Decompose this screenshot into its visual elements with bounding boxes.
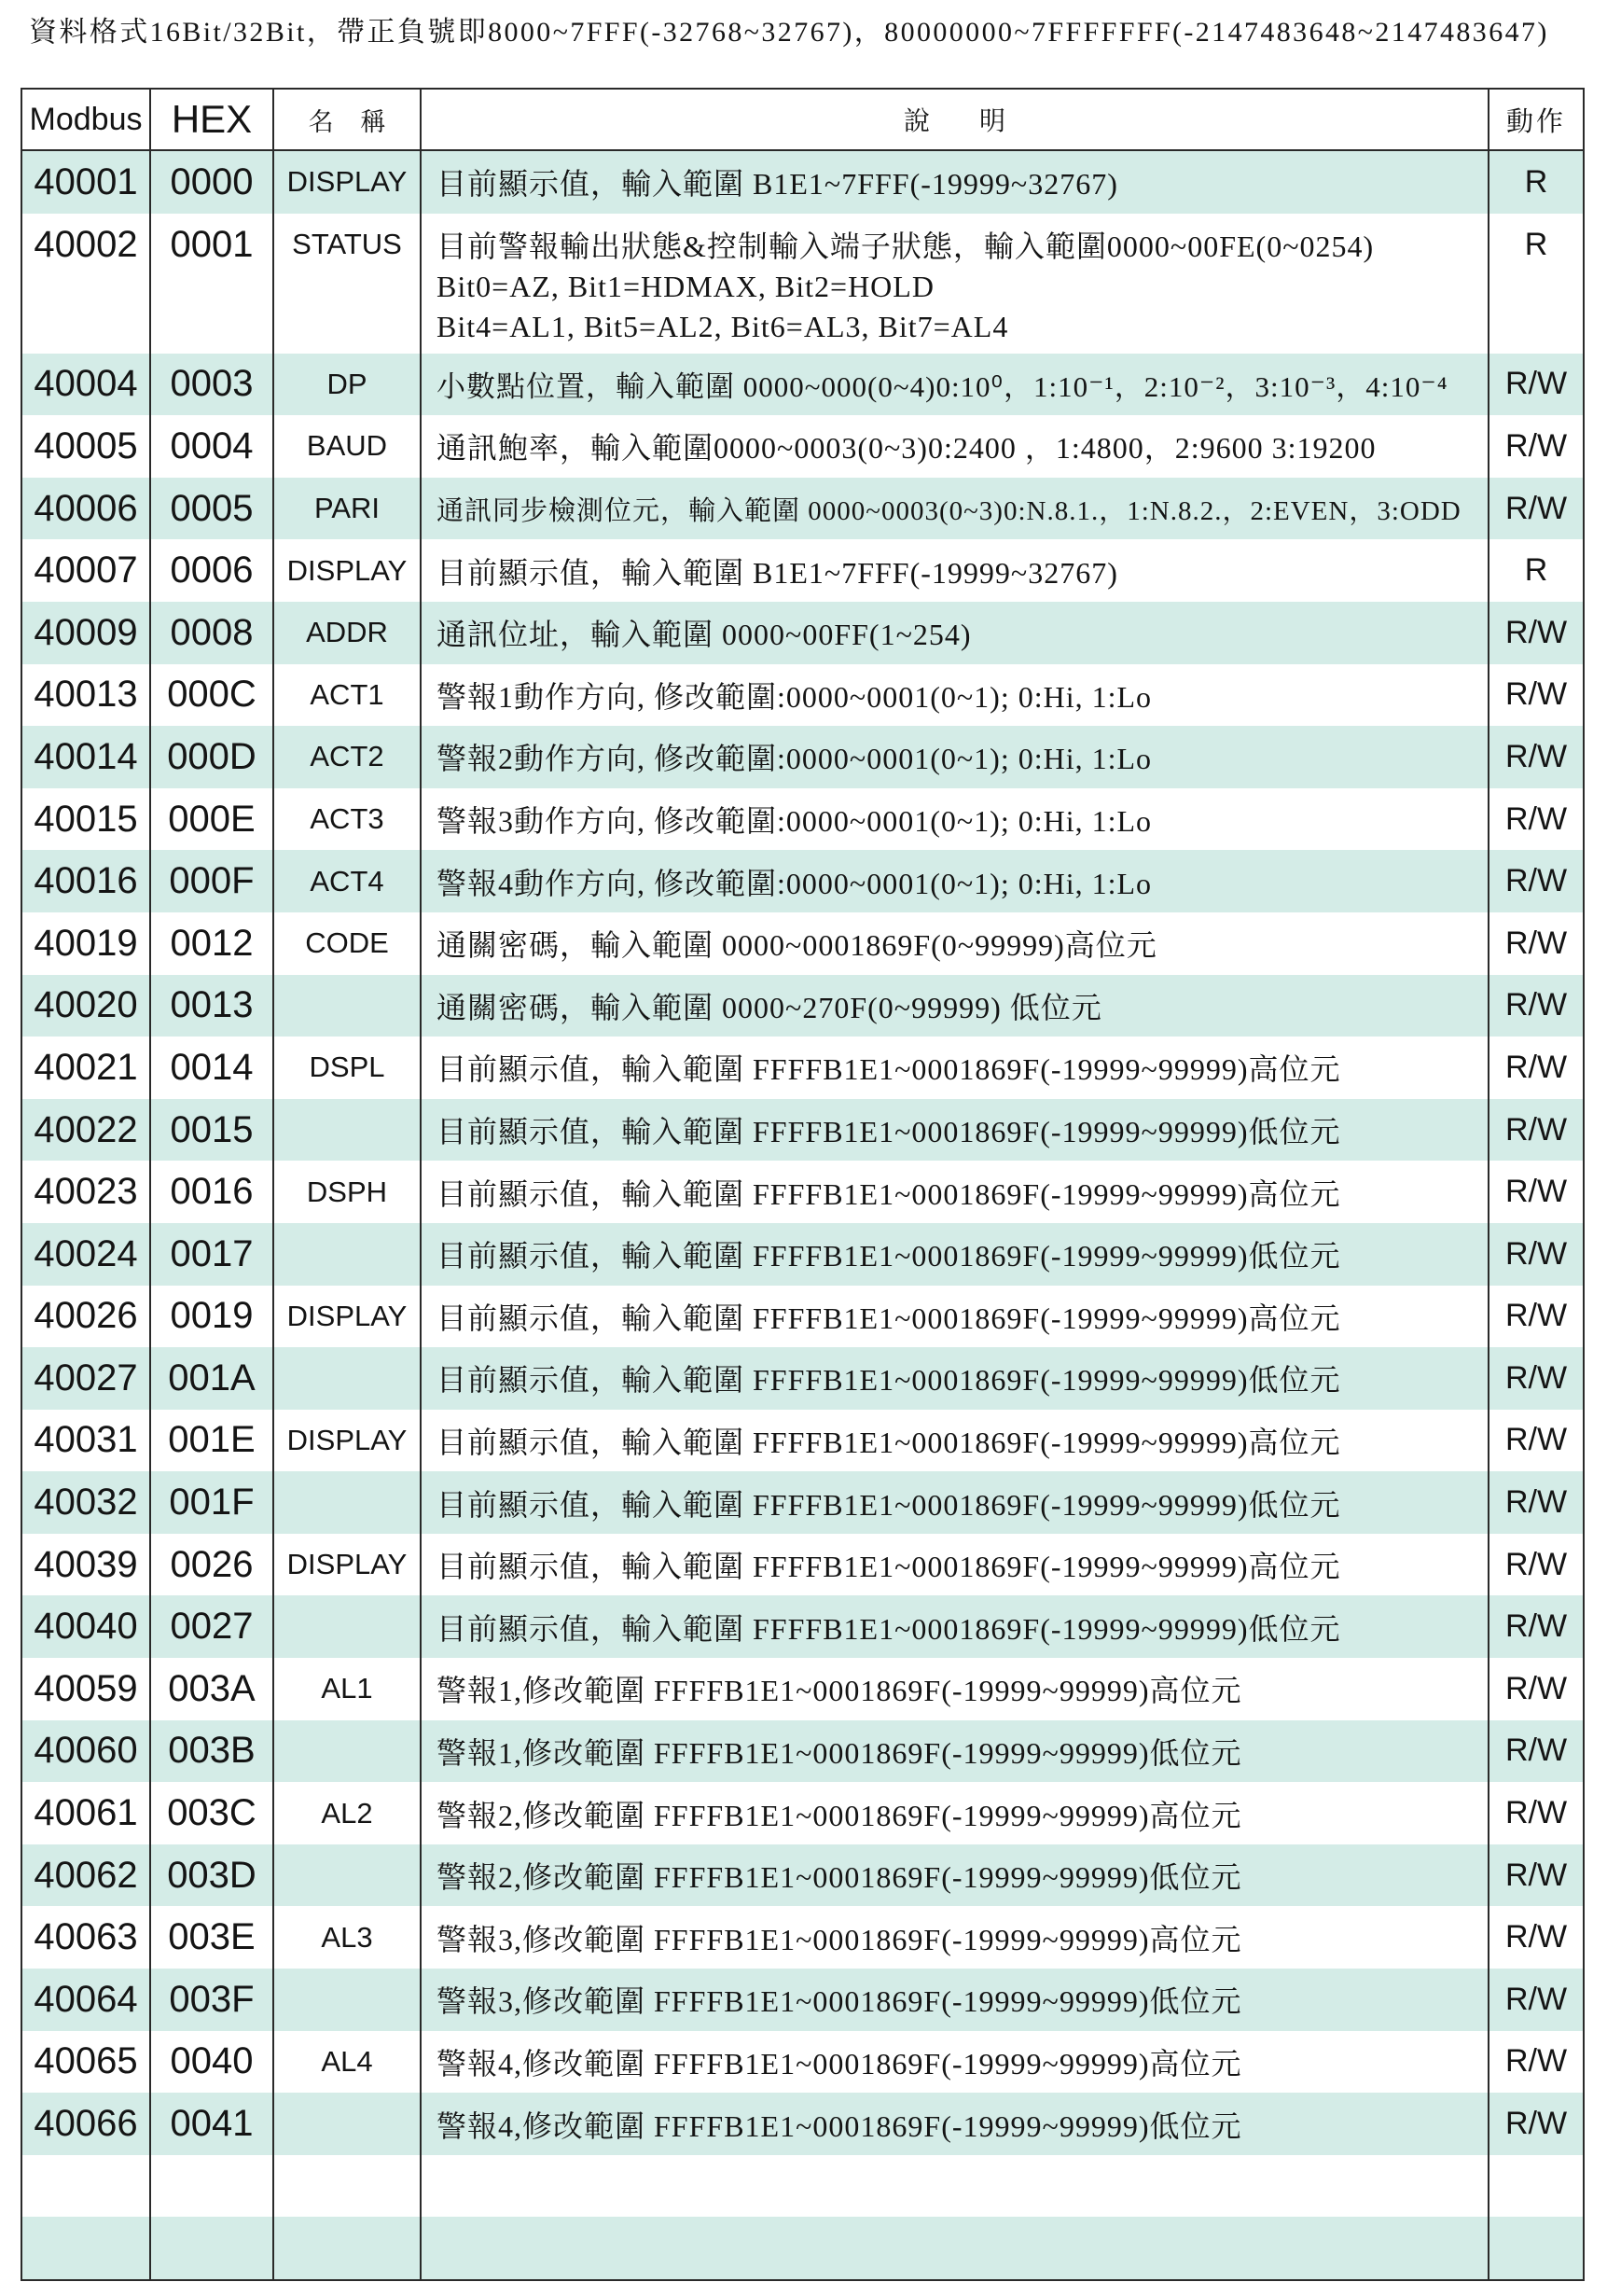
hex-address-cell: 0017	[151, 1223, 274, 1286]
access-mode-cell: R/W	[1504, 925, 1568, 961]
header-description: 說 明	[422, 90, 1489, 149]
description-line: 通訊位址，輸入範圍 0000~00FF(1~254)	[436, 618, 972, 652]
description-cell	[422, 726, 1489, 788]
modbus-address-cell: 40065	[22, 2031, 151, 2094]
access-mode-cell: R/W	[1504, 1857, 1568, 1893]
description-cell	[422, 2031, 1489, 2094]
description-cell	[422, 1410, 1489, 1472]
register-name-cell: ACT4	[274, 850, 422, 912]
modbus-address-cell: 40020	[22, 975, 151, 1037]
description-line: 目前顯示值，輸入範圍 FFFFB1E1~0001869F(-19999~99999)高位元	[436, 1301, 1341, 1335]
hex-address-cell: 000E	[151, 788, 274, 851]
hex-address-cell: 0001	[151, 214, 274, 354]
description-cell	[422, 2093, 1489, 2155]
description-line: 小數點位置，輸入範圍 0000~000(0~4)0:10⁰，1:10⁻¹，2:10⁻²，3:10⁻³，4:10⁻⁴	[436, 370, 1448, 404]
access-mode-cell: R/W	[1504, 614, 1568, 650]
modbus-address-cell: 40059	[22, 1658, 151, 1720]
description-cell	[422, 1223, 1489, 1286]
modbus-address-cell: 40062	[22, 1844, 151, 1907]
modbus-address-cell: 40063	[22, 1906, 151, 1969]
access-mode-cell: R/W	[1504, 800, 1568, 837]
description-line: 通訊同步檢測位元，輸入範圍 0000~0003(0~3)0:N.8.1.，1:N.8.2.，2:EVEN，3:ODD	[436, 495, 1462, 526]
description-cell	[422, 539, 1489, 602]
description-line: 警報1動作方向, 修改範圍:0000~0001(0~1); 0:Hi, 1:Lo	[436, 679, 1153, 714]
table-row	[22, 2217, 1583, 2279]
register-name-cell: DISPLAY	[274, 1286, 422, 1348]
modbus-address-cell	[22, 2155, 151, 2218]
description-cell	[422, 1782, 1489, 1844]
table-row	[22, 2031, 1583, 2094]
access-mode-cell: R/W	[1504, 738, 1568, 774]
access-mode-cell	[1489, 2217, 1583, 2279]
description-line: 目前顯示值，輸入範圍 FFFFB1E1~0001869F(-19999~99999)高位元	[436, 1425, 1341, 1459]
description-line: 通關密碼，輸入範圍 0000~270F(0~99999) 低位元	[436, 990, 1102, 1024]
hex-address-cell: 0008	[151, 602, 274, 664]
description-line: 警報3,修改範圍 FFFFB1E1~0001869F(-19999~99999)高位元	[436, 1922, 1242, 1956]
table-row	[22, 1906, 1583, 1969]
hex-address-cell: 0027	[151, 1595, 274, 1658]
access-mode-cell: R/W	[1504, 1546, 1568, 1582]
description-cell	[422, 1099, 1489, 1162]
description-cell	[422, 1471, 1489, 1534]
description-cell	[422, 912, 1489, 975]
modbus-address-cell: 40039	[22, 1534, 151, 1596]
modbus-address-cell: 40064	[22, 1969, 151, 2031]
description-line: 目前顯示值，輸入範圍 FFFFB1E1~0001869F(-19999~99999)低位元	[436, 1239, 1341, 1273]
description-cell	[422, 1844, 1489, 1907]
hex-address-cell: 003E	[151, 1906, 274, 1969]
modbus-address-cell: 40002	[22, 214, 151, 354]
table-row	[22, 664, 1583, 727]
table-row	[22, 1969, 1583, 2031]
table-row	[22, 1037, 1583, 1099]
hex-address-cell: 003B	[151, 1720, 274, 1783]
description-cell	[422, 2155, 1489, 2218]
table-row	[22, 1161, 1583, 1223]
description-cell	[422, 1286, 1489, 1348]
table-row	[22, 1223, 1583, 1286]
description-line: 警報1,修改範圍 FFFFB1E1~0001869F(-19999~99999)高位元	[436, 1674, 1242, 1708]
description-cell	[422, 354, 1489, 416]
table-row	[22, 1410, 1583, 1472]
table-row	[22, 1471, 1583, 1534]
table-row	[22, 478, 1583, 540]
register-name-cell: ACT1	[274, 664, 422, 727]
register-name-cell	[274, 1471, 422, 1534]
register-name-cell: AL4	[274, 2031, 422, 2094]
register-name-cell: CODE	[274, 912, 422, 975]
access-mode-cell: R/W	[1504, 1359, 1568, 1396]
description-cell	[422, 1969, 1489, 2031]
register-name-cell: AL1	[274, 1658, 422, 1720]
access-mode-cell: R/W	[1504, 863, 1568, 899]
modbus-address-cell: 40023	[22, 1161, 151, 1223]
table-row	[22, 1534, 1583, 1596]
register-name-cell: DSPL	[274, 1037, 422, 1099]
access-mode-cell: R/W	[1504, 1919, 1568, 1955]
access-mode-cell: R/W	[1504, 1732, 1568, 1769]
hex-address-cell: 0040	[151, 2031, 274, 2094]
access-mode-cell: R/W	[1504, 1608, 1568, 1645]
register-name-cell	[274, 2155, 422, 2218]
description-cell	[422, 1658, 1489, 1720]
table-row	[22, 1720, 1583, 1783]
modbus-address-cell: 40021	[22, 1037, 151, 1099]
description-cell	[422, 151, 1489, 214]
modbus-address-cell: 40009	[22, 602, 151, 664]
description-line: 通訊鮑率，輸入範圍0000~0003(0~3)0:2400 ，1:4800，2:9600 3:19200	[436, 431, 1377, 466]
access-mode-cell: R/W	[1504, 1670, 1568, 1706]
description-line: 通關密碼，輸入範圍 0000~0001869F(0~99999)高位元	[436, 928, 1157, 963]
register-name-cell: ACT3	[274, 788, 422, 851]
description-line: 警報1,修改範圍 FFFFB1E1~0001869F(-19999~99999)低位元	[436, 1735, 1242, 1770]
access-mode-cell: R/W	[1504, 490, 1568, 526]
modbus-address-cell: 40001	[22, 151, 151, 214]
modbus-address-cell: 40031	[22, 1410, 151, 1472]
access-mode-cell: R/W	[1504, 1049, 1568, 1085]
modbus-address-cell: 40061	[22, 1782, 151, 1844]
table-row	[22, 415, 1583, 478]
description-line: 警報3動作方向, 修改範圍:0000~0001(0~1); 0:Hi, 1:Lo	[436, 804, 1153, 839]
hex-address-cell: 003A	[151, 1658, 274, 1720]
modbus-address-cell: 40032	[22, 1471, 151, 1534]
description-line: 警報2,修改範圍 FFFFB1E1~0001869F(-19999~99999)高位元	[436, 1798, 1242, 1832]
description-line: 警報3,修改範圍 FFFFB1E1~0001869F(-19999~99999)低位元	[436, 1984, 1242, 2019]
description-line: 目前顯示值，輸入範圍 FFFFB1E1~0001869F(-19999~99999)高位元	[436, 1550, 1341, 1584]
description-cell	[422, 1037, 1489, 1099]
access-mode-cell: R/W	[1504, 1422, 1568, 1458]
table-row	[22, 912, 1583, 975]
description-cell	[422, 1720, 1489, 1783]
modbus-address-cell: 40019	[22, 912, 151, 975]
modbus-address-cell: 40027	[22, 1347, 151, 1410]
hex-address-cell: 000F	[151, 850, 274, 912]
register-name-cell: DISPLAY	[274, 1410, 422, 1472]
table-row	[22, 788, 1583, 851]
description-cell	[422, 214, 1489, 354]
description-cell	[422, 1906, 1489, 1969]
access-mode-cell: R/W	[1504, 1484, 1568, 1521]
description-line: 警報4,修改範圍 FFFFB1E1~0001869F(-19999~99999)高位元	[436, 2046, 1242, 2080]
hex-address-cell	[151, 2217, 274, 2279]
header-name: 名 稱	[274, 90, 422, 149]
register-name-cell	[274, 1844, 422, 1907]
table-row	[22, 1844, 1583, 1907]
description-line: 警報2動作方向, 修改範圍:0000~0001(0~1); 0:Hi, 1:Lo	[436, 742, 1153, 776]
description-line: Bit4=AL1, Bit5=AL2, Bit6=AL3, Bit7=AL4	[436, 309, 1009, 343]
register-name-cell: BAUD	[274, 415, 422, 478]
hex-address-cell: 001F	[151, 1471, 274, 1534]
description-cell	[422, 1347, 1489, 1410]
hex-address-cell: 0026	[151, 1534, 274, 1596]
hex-address-cell: 001A	[151, 1347, 274, 1410]
table-row	[22, 726, 1583, 788]
access-mode-cell: R/W	[1504, 1795, 1568, 1831]
register-name-cell: ACT2	[274, 726, 422, 788]
table-row	[22, 1782, 1583, 1844]
register-name-cell	[274, 975, 422, 1037]
access-mode-cell: R/W	[1504, 1174, 1568, 1210]
hex-address-cell: 0019	[151, 1286, 274, 1348]
access-mode-cell: R	[1524, 226, 1548, 262]
hex-address-cell: 0000	[151, 151, 274, 214]
register-name-cell: DSPH	[274, 1161, 422, 1223]
modbus-address-cell: 40004	[22, 354, 151, 416]
description-cell	[422, 788, 1489, 851]
access-mode-cell: R/W	[1504, 2106, 1568, 2142]
hex-address-cell: 0003	[151, 354, 274, 416]
access-mode-cell: R/W	[1504, 427, 1568, 464]
table-row	[22, 214, 1583, 354]
table-row	[22, 975, 1583, 1037]
modbus-address-cell: 40016	[22, 850, 151, 912]
register-name-cell	[274, 1595, 422, 1658]
register-name-cell	[274, 1969, 422, 2031]
register-name-cell	[274, 2217, 422, 2279]
table-row	[22, 1099, 1583, 1162]
table-row	[22, 1595, 1583, 1658]
description-line: 警報4,修改範圍 FFFFB1E1~0001869F(-19999~99999)低位元	[436, 2108, 1242, 2143]
table-row	[22, 2155, 1583, 2218]
table-row	[22, 850, 1583, 912]
hex-address-cell: 0013	[151, 975, 274, 1037]
hex-address-cell: 003C	[151, 1782, 274, 1844]
hex-address-cell: 001E	[151, 1410, 274, 1472]
register-name-cell	[274, 2093, 422, 2155]
hex-address-cell	[151, 2155, 274, 2218]
modbus-address-cell: 40060	[22, 1720, 151, 1783]
description-line: Bit0=AZ, Bit1=HDMAX, Bit2=HOLD	[436, 269, 935, 303]
modbus-address-cell: 40022	[22, 1099, 151, 1162]
access-mode-cell: R/W	[1504, 676, 1568, 713]
description-line: 目前顯示值，輸入範圍 B1E1~7FFF(-19999~32767)	[436, 555, 1118, 590]
register-name-cell	[274, 1099, 422, 1162]
register-name-cell: AL3	[274, 1906, 422, 1969]
access-mode-cell: R/W	[1504, 366, 1568, 402]
access-mode-cell: R/W	[1504, 2043, 1568, 2080]
description-line: 目前顯示值，輸入範圍 FFFFB1E1~0001869F(-19999~99999)高位元	[436, 1176, 1341, 1211]
modbus-address-cell: 40066	[22, 2093, 151, 2155]
description-cell	[422, 2217, 1489, 2279]
header-hex: HEX	[151, 90, 274, 149]
description-line: 目前顯示值，輸入範圍 B1E1~7FFF(-19999~32767)	[436, 167, 1118, 202]
register-name-cell	[274, 1223, 422, 1286]
description-line: 警報4動作方向, 修改範圍:0000~0001(0~1); 0:Hi, 1:Lo	[436, 866, 1153, 900]
table-row	[22, 539, 1583, 602]
modbus-address-cell: 40014	[22, 726, 151, 788]
modbus-address-cell	[22, 2217, 151, 2279]
hex-address-cell: 0004	[151, 415, 274, 478]
hex-address-cell: 0006	[151, 539, 274, 602]
access-mode-cell: R/W	[1504, 1298, 1568, 1334]
hex-address-cell: 0016	[151, 1161, 274, 1223]
hex-address-cell: 0014	[151, 1037, 274, 1099]
page-title: 資料格式16Bit/32Bit，帶正負號即8000~7FFF(-32768~32767)，80000000~7FFFFFFF(-2147483648~2147483647)	[29, 17, 1549, 48]
register-name-cell: STATUS	[274, 214, 422, 354]
description-cell	[422, 975, 1489, 1037]
register-name-cell: DISPLAY	[274, 539, 422, 602]
modbus-address-cell: 40015	[22, 788, 151, 851]
hex-address-cell: 003D	[151, 1844, 274, 1907]
table-row	[22, 1286, 1583, 1348]
header-modbus: Modbus	[22, 90, 151, 149]
modbus-address-cell: 40006	[22, 478, 151, 540]
access-mode-cell: R/W	[1504, 987, 1568, 1023]
description-cell	[422, 850, 1489, 912]
hex-address-cell: 0005	[151, 478, 274, 540]
register-name-cell: DISPLAY	[274, 1534, 422, 1596]
modbus-address-cell: 40005	[22, 415, 151, 478]
table-row	[22, 354, 1583, 416]
description-cell	[422, 478, 1489, 540]
description-line: 警報2,修改範圍 FFFFB1E1~0001869F(-19999~99999)低位元	[436, 1860, 1242, 1895]
modbus-address-cell: 40026	[22, 1286, 151, 1348]
access-mode-cell: R	[1524, 552, 1548, 589]
hex-address-cell: 0015	[151, 1099, 274, 1162]
description-cell	[422, 602, 1489, 664]
table-row	[22, 1658, 1583, 1720]
hex-address-cell: 0041	[151, 2093, 274, 2155]
table-row	[22, 602, 1583, 664]
register-name-cell: DISPLAY	[274, 151, 422, 214]
access-mode-cell	[1489, 2155, 1583, 2218]
register-name-cell: PARI	[274, 478, 422, 540]
table-row	[22, 2093, 1583, 2155]
description-line: 目前顯示值，輸入範圍 FFFFB1E1~0001869F(-19999~99999)高位元	[436, 1052, 1341, 1087]
description-cell	[422, 664, 1489, 727]
table-header-row	[22, 90, 1583, 151]
register-name-cell	[274, 1347, 422, 1410]
modbus-address-cell: 40024	[22, 1223, 151, 1286]
hex-address-cell: 003F	[151, 1969, 274, 2031]
access-mode-cell: R/W	[1504, 1111, 1568, 1148]
register-name-cell: ADDR	[274, 602, 422, 664]
access-mode-cell: R/W	[1504, 1981, 1568, 2017]
register-name-cell	[274, 1720, 422, 1783]
register-table	[21, 88, 1585, 2281]
table-row	[22, 151, 1583, 214]
modbus-address-cell: 40007	[22, 539, 151, 602]
description-cell	[422, 1161, 1489, 1223]
hex-address-cell: 0012	[151, 912, 274, 975]
description-line: 目前警報輸出狀態&控制輸入端子狀態，輸入範圍0000~00FE(0~0254)	[436, 229, 1375, 263]
header-action: 動作	[1505, 106, 1566, 137]
table-body	[22, 151, 1583, 2279]
description-line: 目前顯示值，輸入範圍 FFFFB1E1~0001869F(-19999~99999)低位元	[436, 1363, 1341, 1398]
modbus-address-cell: 40040	[22, 1595, 151, 1658]
access-mode-cell: R/W	[1504, 1235, 1568, 1272]
register-name-cell: AL2	[274, 1782, 422, 1844]
description-line: 目前顯示值，輸入範圍 FFFFB1E1~0001869F(-19999~99999)低位元	[436, 1115, 1341, 1149]
description-cell	[422, 1595, 1489, 1658]
modbus-address-cell: 40013	[22, 664, 151, 727]
description-cell	[422, 1534, 1489, 1596]
access-mode-cell: R	[1524, 163, 1548, 200]
register-name-cell: DP	[274, 354, 422, 416]
hex-address-cell: 000D	[151, 726, 274, 788]
description-line: 目前顯示值，輸入範圍 FFFFB1E1~0001869F(-19999~99999)低位元	[436, 1487, 1341, 1522]
description-cell	[422, 415, 1489, 478]
hex-address-cell: 000C	[151, 664, 274, 727]
description-line: 目前顯示值，輸入範圍 FFFFB1E1~0001869F(-19999~99999)低位元	[436, 1611, 1341, 1646]
table-row	[22, 1347, 1583, 1410]
